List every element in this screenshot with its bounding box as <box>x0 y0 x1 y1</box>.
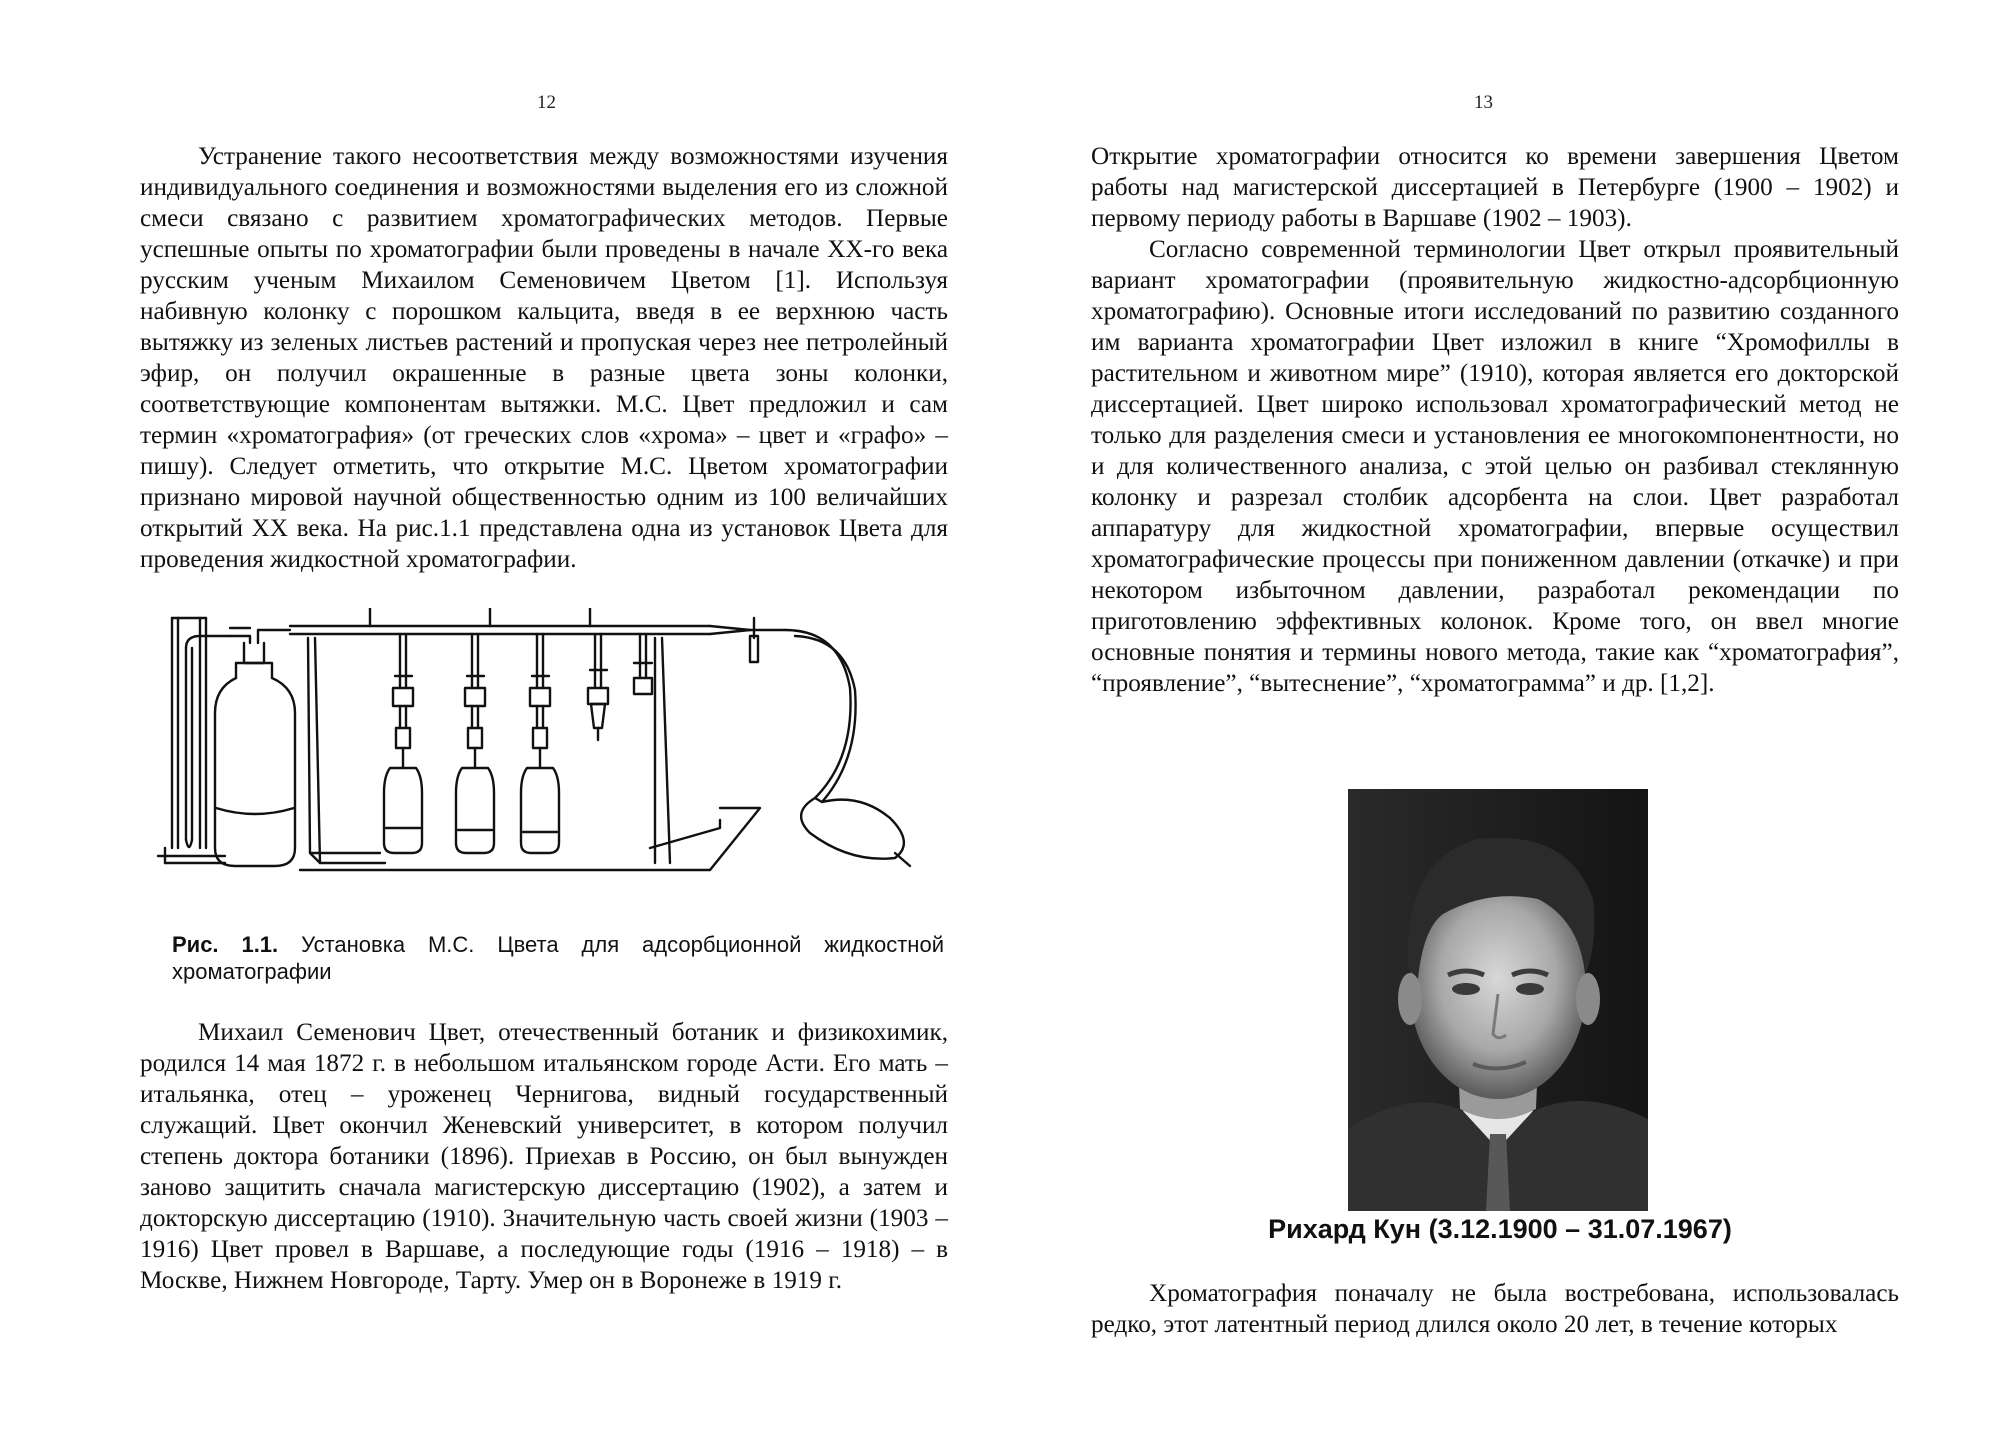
left-paragraph-2: Михаил Семенович Цвет, отечественный ботаник и физикохимик, родился 14 мая 1872 г. в небольшом итальянском городе Асти. Его мать – итальянка, отец – уроженец Чернигова, видный государственный служащий. Цвет окончил Женевский университет, в котором получил степень доктора ботаники (1896). Приехав в Россию, он был вынужден заново защитить сначала магистерскую диссертацию (1902), а затем и докторскую диссертацию (1910). Значительную часть своей жизни (1903 – 1916) Цвет провел в Варшаве, а последующие годы (1916 – 1918) – в Москве, Нижнем Новгороде, Тарту. Умер он в Воронеже в 1919 г. <box>140 1019 948 1294</box>
figure-label: Рис. 1.1. <box>172 932 279 957</box>
figure-caption <box>172 931 944 985</box>
page-number-right: 13 <box>1474 92 1493 113</box>
left-paragraph-1: Устранение такого несоответствия между возможностями изучения индивидуального соединения и возможностями выделения его из сложной смеси связано с развитием хроматографических методов. Первые успешные опыты по хроматографии были проведены в начале ХХ-го века русским ученым Михаилом Семеновичем Цветом [1]. Используя набивную колонку с порошком кальцита, введя в ее верхнюю часть вытяжку из зеленых листьев растений и пропуская через нее петролейный эфир, он получил окрашенные в разные цвета зоны колонки, соответствующие компонентам вытяжки. М.С. Цвет предложил и сам термин «хроматография» (от греческих слов «хрома» – цвет и «графо» – пишу). Следует отметить, что открытие М.С. Цветом хроматографии признано мировой научной общественностью одним из 100 величайших открытий XX века. На рис.1.1 представлена одна из установок Цвета для проведения жидкостной хроматографии. <box>140 143 948 573</box>
right-paragraph-1: Открытие хроматографии относится ко времени завершения Цветом работы над магистерской диссертацией в Петербурге (1900 – 1902) и первому периоду работы в Варшаве (1902 – 1903). <box>1091 143 1899 232</box>
right-page <box>1000 0 2000 1451</box>
left-text-block-2 <box>140 1017 948 1296</box>
chromatography-apparatus-drawing <box>150 608 940 893</box>
right-paragraph-2: Согласно современной терминологии Цвет открыл проявительный вариант хроматографии (проявительную жидкостно-адсорбционную хроматографию). Основные итоги исследований по развитию созданного им варианта хроматографии Цвет изложил в книге “Хромофиллы в растительном и животном мире” (1910), которая является его докторской диссертацией. Цвет широко использовал хроматографический метод не только для разделения смеси и установления ее многокомпонентности, но и для количественного анализа, с этой целью он разбивал стеклянную колонку и разрезал столбик адсорбента на слои. Цвет разработал аппаратуру для жидкостной хроматографии, впервые осуществил хроматографические процессы при пониженном давлении (откачке) и при некотором избыточном давлении, разработал рекомендации по приготовлению эффективных колонок. Кроме того, он ввел многие основные понятия и термины нового метода, такие как “хроматография”, “проявление”, “вытеснение”, “хроматограмма” и др. [1,2]. <box>1091 236 1899 697</box>
portrait-photo <box>1348 789 1648 1211</box>
photo-caption: Рихард Кун (3.12.1900 – 31.07.1967) <box>1268 1214 1732 1244</box>
left-text-block-1 <box>140 141 948 575</box>
portrait-image <box>1348 789 1648 1211</box>
right-text-block-2 <box>1091 1278 1899 1340</box>
tsvet-apparatus-figure <box>150 608 940 893</box>
figure-caption-text: Установка М.С. Цвета для адсорбционной жидкостной хроматографии <box>172 932 944 984</box>
right-paragraph-3: Хроматография поначалу не была востребована, использовалась редко, этот латентный период длился около 20 лет, в течение которых <box>1091 1280 1899 1338</box>
right-text-block-1 <box>1091 141 1899 699</box>
page-number-left: 12 <box>537 92 556 113</box>
